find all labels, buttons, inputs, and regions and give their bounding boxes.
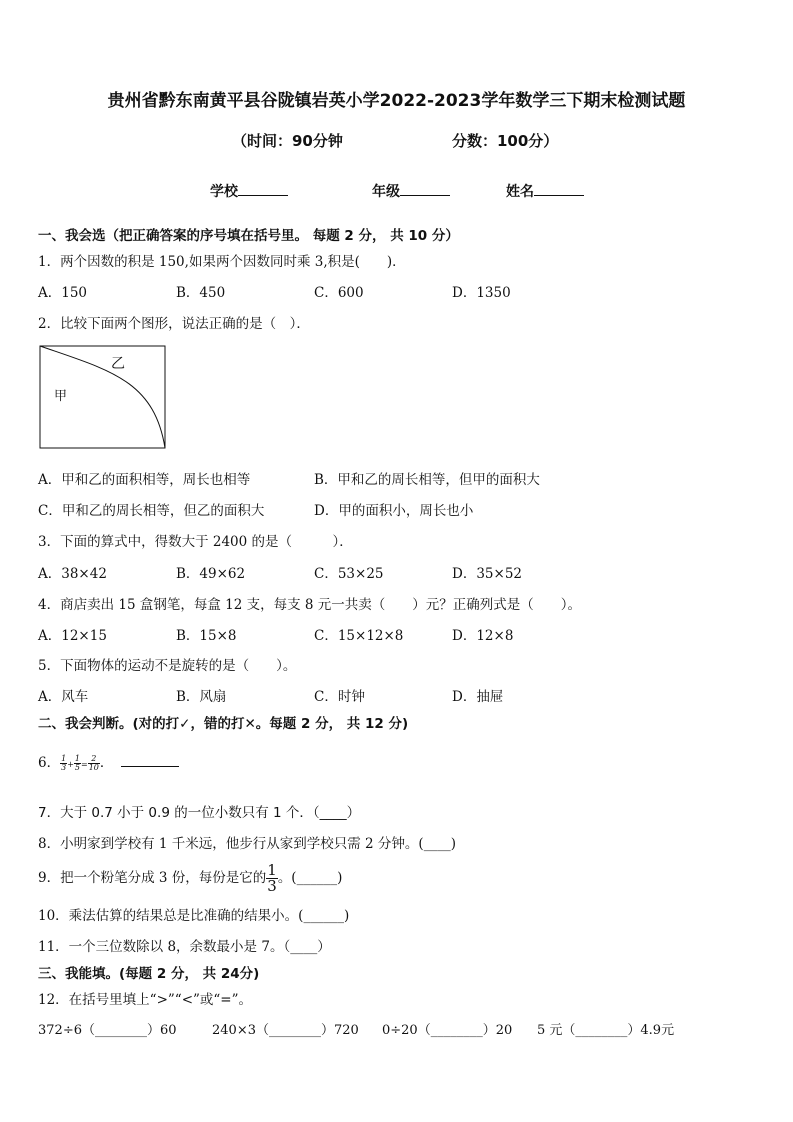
school-label: 学校 [210,184,238,200]
q2-option-d[interactable]: D．甲的面积小，周长也小 [314,503,474,519]
q4-option-a[interactable]: A．12×15 [38,628,107,644]
q12-item-2: 240×3（________）720 [212,1023,359,1038]
q2-option-a[interactable]: A．甲和乙的面积相等，周长也相等 [38,472,251,488]
exam-time: （时间：90分钟 [232,132,343,150]
q4-option-b[interactable]: B．15×8 [176,628,237,644]
q9-text: 9．把一个粉笔分成 3 份，每份是它的 [38,870,267,886]
q6-fraction-1: $\frac{1}{3}$ [61,754,67,772]
q6-answer-blank[interactable] [121,754,179,767]
q12-item-1: 372÷6（________）60 [38,1023,177,1038]
q2-option-c[interactable]: C．甲和乙的周长相等，但乙的面积大 [38,503,265,519]
question-8: 8．小明家到学校有 1 千米远，他步行从家到学校只需 2 分钟。(____) [38,836,456,852]
q5-option-a[interactable]: A．风车 [38,689,89,705]
question-11: 11．一个三位数除以 8，余数最小是 7。（____） [38,939,331,955]
school-blank[interactable] [238,181,288,196]
q1-option-c[interactable]: C．600 [314,285,364,301]
exam-score: 分数：100分） [452,132,559,150]
q6-number: 6． [38,755,61,771]
name-label: 姓名 [506,184,534,200]
section-2-title: 二、我会判断。(对的打✓，错的打✕。每题 2 分， 共 12 分) [38,716,409,732]
q4-option-d[interactable]: D．12×8 [452,628,514,644]
grade-label: 年级 [372,184,400,200]
question-10: 10．乘法估算的结果总是比准确的结果小。(______) [38,908,350,924]
q9-answer: 。(______) [277,870,343,886]
q6-period: ． [99,755,114,771]
q12-item-3: 0÷20（________）20 [382,1023,513,1038]
grade-field [372,181,450,201]
question-12: 12．在括号里填上“>”“<”或“=”。 [38,992,253,1008]
section-1-title: 一、我会选（把正确答案的序号填在括号里。 每题 2 分， 共 10 分） [38,228,459,244]
question-3: 3．下面的算式中，得数大于 2400 的是（ ）． [38,534,353,550]
school-field [210,181,288,201]
q6-equals: = [80,760,88,769]
q1-option-a[interactable]: A．150 [38,285,88,301]
q3-option-b[interactable]: B．49×62 [176,566,246,582]
q1-option-b[interactable]: B．450 [176,285,226,301]
q5-option-d[interactable]: D．抽屉 [452,689,504,705]
q3-option-d[interactable]: D．35×52 [452,566,522,582]
section-3-title: 三、我能填。(每题 2 分， 共 24分) [38,966,260,982]
question-7: 7．大于 0.7 小于 0.9 的一位小数只有 1 个．（____） [38,805,361,821]
q12-item-4: 5 元（________）4.9元 [537,1023,675,1038]
question-1: 1．两个因数的积是 150,如果两个因数同时乘 3,积是( )． [38,254,406,270]
q4-option-c[interactable]: C．15×12×8 [314,628,404,644]
q6-fraction-2: $\frac{1}{5}$ [74,754,80,772]
page-title: 贵州省黔东南黄平县谷陇镇岩英小学2022-2023学年数学三下期末检测试题 [107,91,686,111]
grade-blank[interactable] [400,181,450,196]
q9-fraction: $\frac{1}{3}$ [267,861,277,895]
question-4: 4．商店卖出 15 盒钢笔，每盒 12 支，每支 8 元一共卖（ ）元？正确列式是（ ）。 [38,597,582,613]
q2-label-yi: 乙 [111,356,125,372]
question-2: 2．比较下面两个图形，说法正确的是（ ）． [38,316,310,332]
q1-option-d[interactable]: D．1350 [452,285,511,301]
name-blank[interactable] [534,181,584,196]
question-6 [38,750,179,776]
q2-label-jia: 甲 [54,389,68,404]
q5-option-c[interactable]: C．时钟 [314,689,365,705]
q6-fraction-3: $\frac{2}{10}$ [88,754,99,772]
question-9 [38,860,342,896]
q2-option-b[interactable]: B．甲和乙的周长相等，但甲的面积大 [314,472,540,488]
q3-option-a[interactable]: A．38×42 [38,566,107,582]
q3-option-c[interactable]: C．53×25 [314,566,384,582]
q5-option-b[interactable]: B．风扇 [176,689,227,705]
question-5: 5．下面物体的运动不是旋转的是（ ）。 [38,658,297,674]
name-field [506,181,584,201]
q6-plus: + [67,760,74,769]
